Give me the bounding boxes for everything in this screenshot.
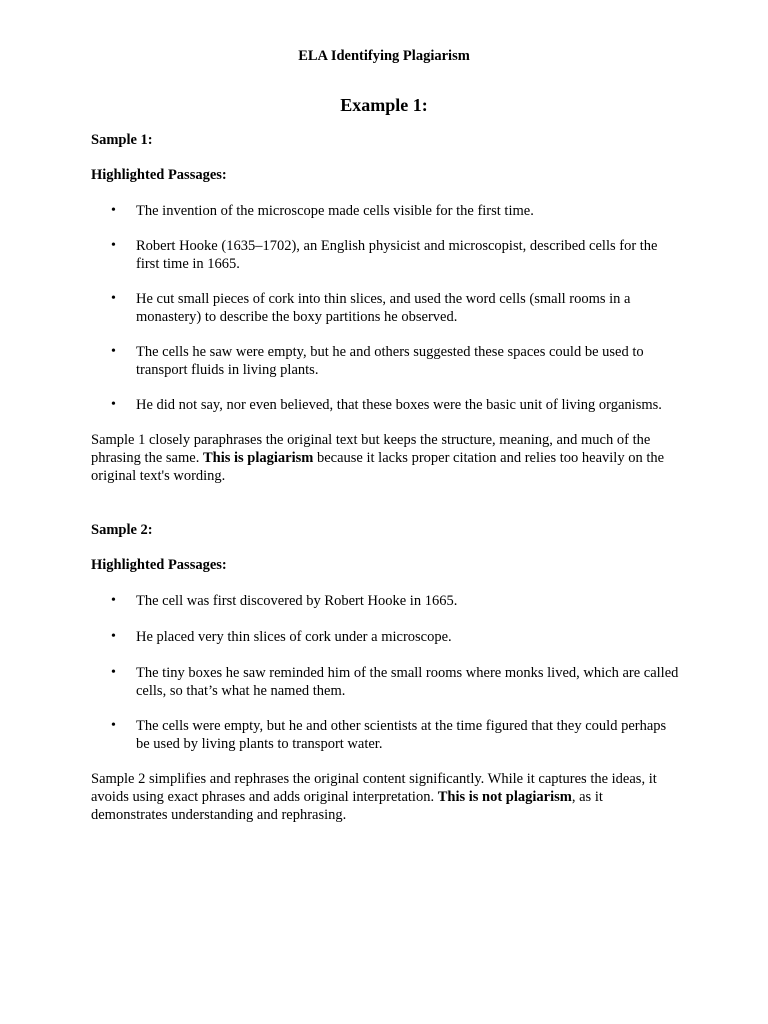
- list-item: [91, 592, 681, 610]
- bullet-icon: •: [111, 238, 116, 253]
- list-item: [91, 664, 681, 700]
- passage-text: The cell was first discovered by Robert Hooke in 1665.: [136, 593, 458, 609]
- sample-1-summary: Sample 1 closely paraphrases the original text but keeps the structure, meaning, and much of the phrasing the same. This is plagiarism because it lacks proper citation and relies too heavily on the original text's wording.: [91, 432, 665, 484]
- bullet-icon: •: [111, 291, 116, 306]
- sample-1-passages-label: Highlighted Passages:: [91, 167, 227, 183]
- bullet-icon: •: [111, 344, 116, 359]
- bullet-icon: •: [111, 397, 116, 412]
- sample-1-label: Sample 1:: [91, 132, 153, 148]
- plagiarism-verdict: This is not plagiarism: [437, 789, 572, 805]
- passage-text: The cells were empty, but he and other scientists at the time figured that they could perhaps be used by living plants to transport water.: [136, 718, 667, 752]
- list-item: [91, 628, 681, 646]
- passage-text: He cut small pieces of cork into thin slices, and used the word cells (small rooms in a monastery) to describe the boxy partitions he observed.: [136, 291, 631, 325]
- list-item: [91, 396, 681, 414]
- passage-text: The tiny boxes he saw reminded him of the small rooms where monks lived, which are called cells, so that’s what he named them.: [136, 665, 679, 699]
- list-item: [91, 237, 681, 273]
- passage-text: Robert Hooke (1635–1702), an English physicist and microscopist, described cells for the first time in 1665.: [136, 238, 658, 272]
- sample-2-passage-list: [91, 592, 681, 753]
- passage-text: He placed very thin slices of cork under a microscope.: [136, 629, 452, 645]
- list-item: [91, 202, 681, 220]
- bullet-icon: •: [111, 629, 116, 644]
- list-item: [91, 343, 681, 379]
- sample-1-passage-list: [91, 202, 681, 414]
- sample-1-section: [91, 131, 681, 485]
- document-title: ELA Identifying Plagiarism: [298, 48, 470, 64]
- list-item: [91, 717, 681, 753]
- bullet-icon: •: [111, 593, 116, 608]
- sample-2-passages-label: Highlighted Passages:: [91, 557, 227, 573]
- sample-2-section: [91, 521, 681, 824]
- list-item: [91, 290, 681, 326]
- passage-text: The cells he saw were empty, but he and others suggested these spaces could be used to transport fluids in living plants.: [136, 344, 644, 378]
- bullet-icon: •: [111, 203, 116, 218]
- passage-text: The invention of the microscope made cells visible for the first time.: [136, 203, 534, 219]
- bullet-icon: •: [111, 665, 116, 680]
- example-heading: Example 1:: [340, 95, 428, 115]
- bullet-icon: •: [111, 718, 116, 733]
- plagiarism-verdict: This is plagiarism: [202, 450, 314, 466]
- sample-2-label: Sample 2:: [91, 522, 153, 538]
- document-body: [91, 131, 681, 824]
- passage-text: He did not say, nor even believed, that these boxes were the basic unit of living organisms.: [136, 397, 662, 413]
- sample-2-summary: Sample 2 simplifies and rephrases the original content significantly. While it captures the ideas, it avoids using exact phrases and adds original interpretation. This is not plagiarism, as it demonstrates understanding and rephrasing.: [91, 771, 657, 823]
